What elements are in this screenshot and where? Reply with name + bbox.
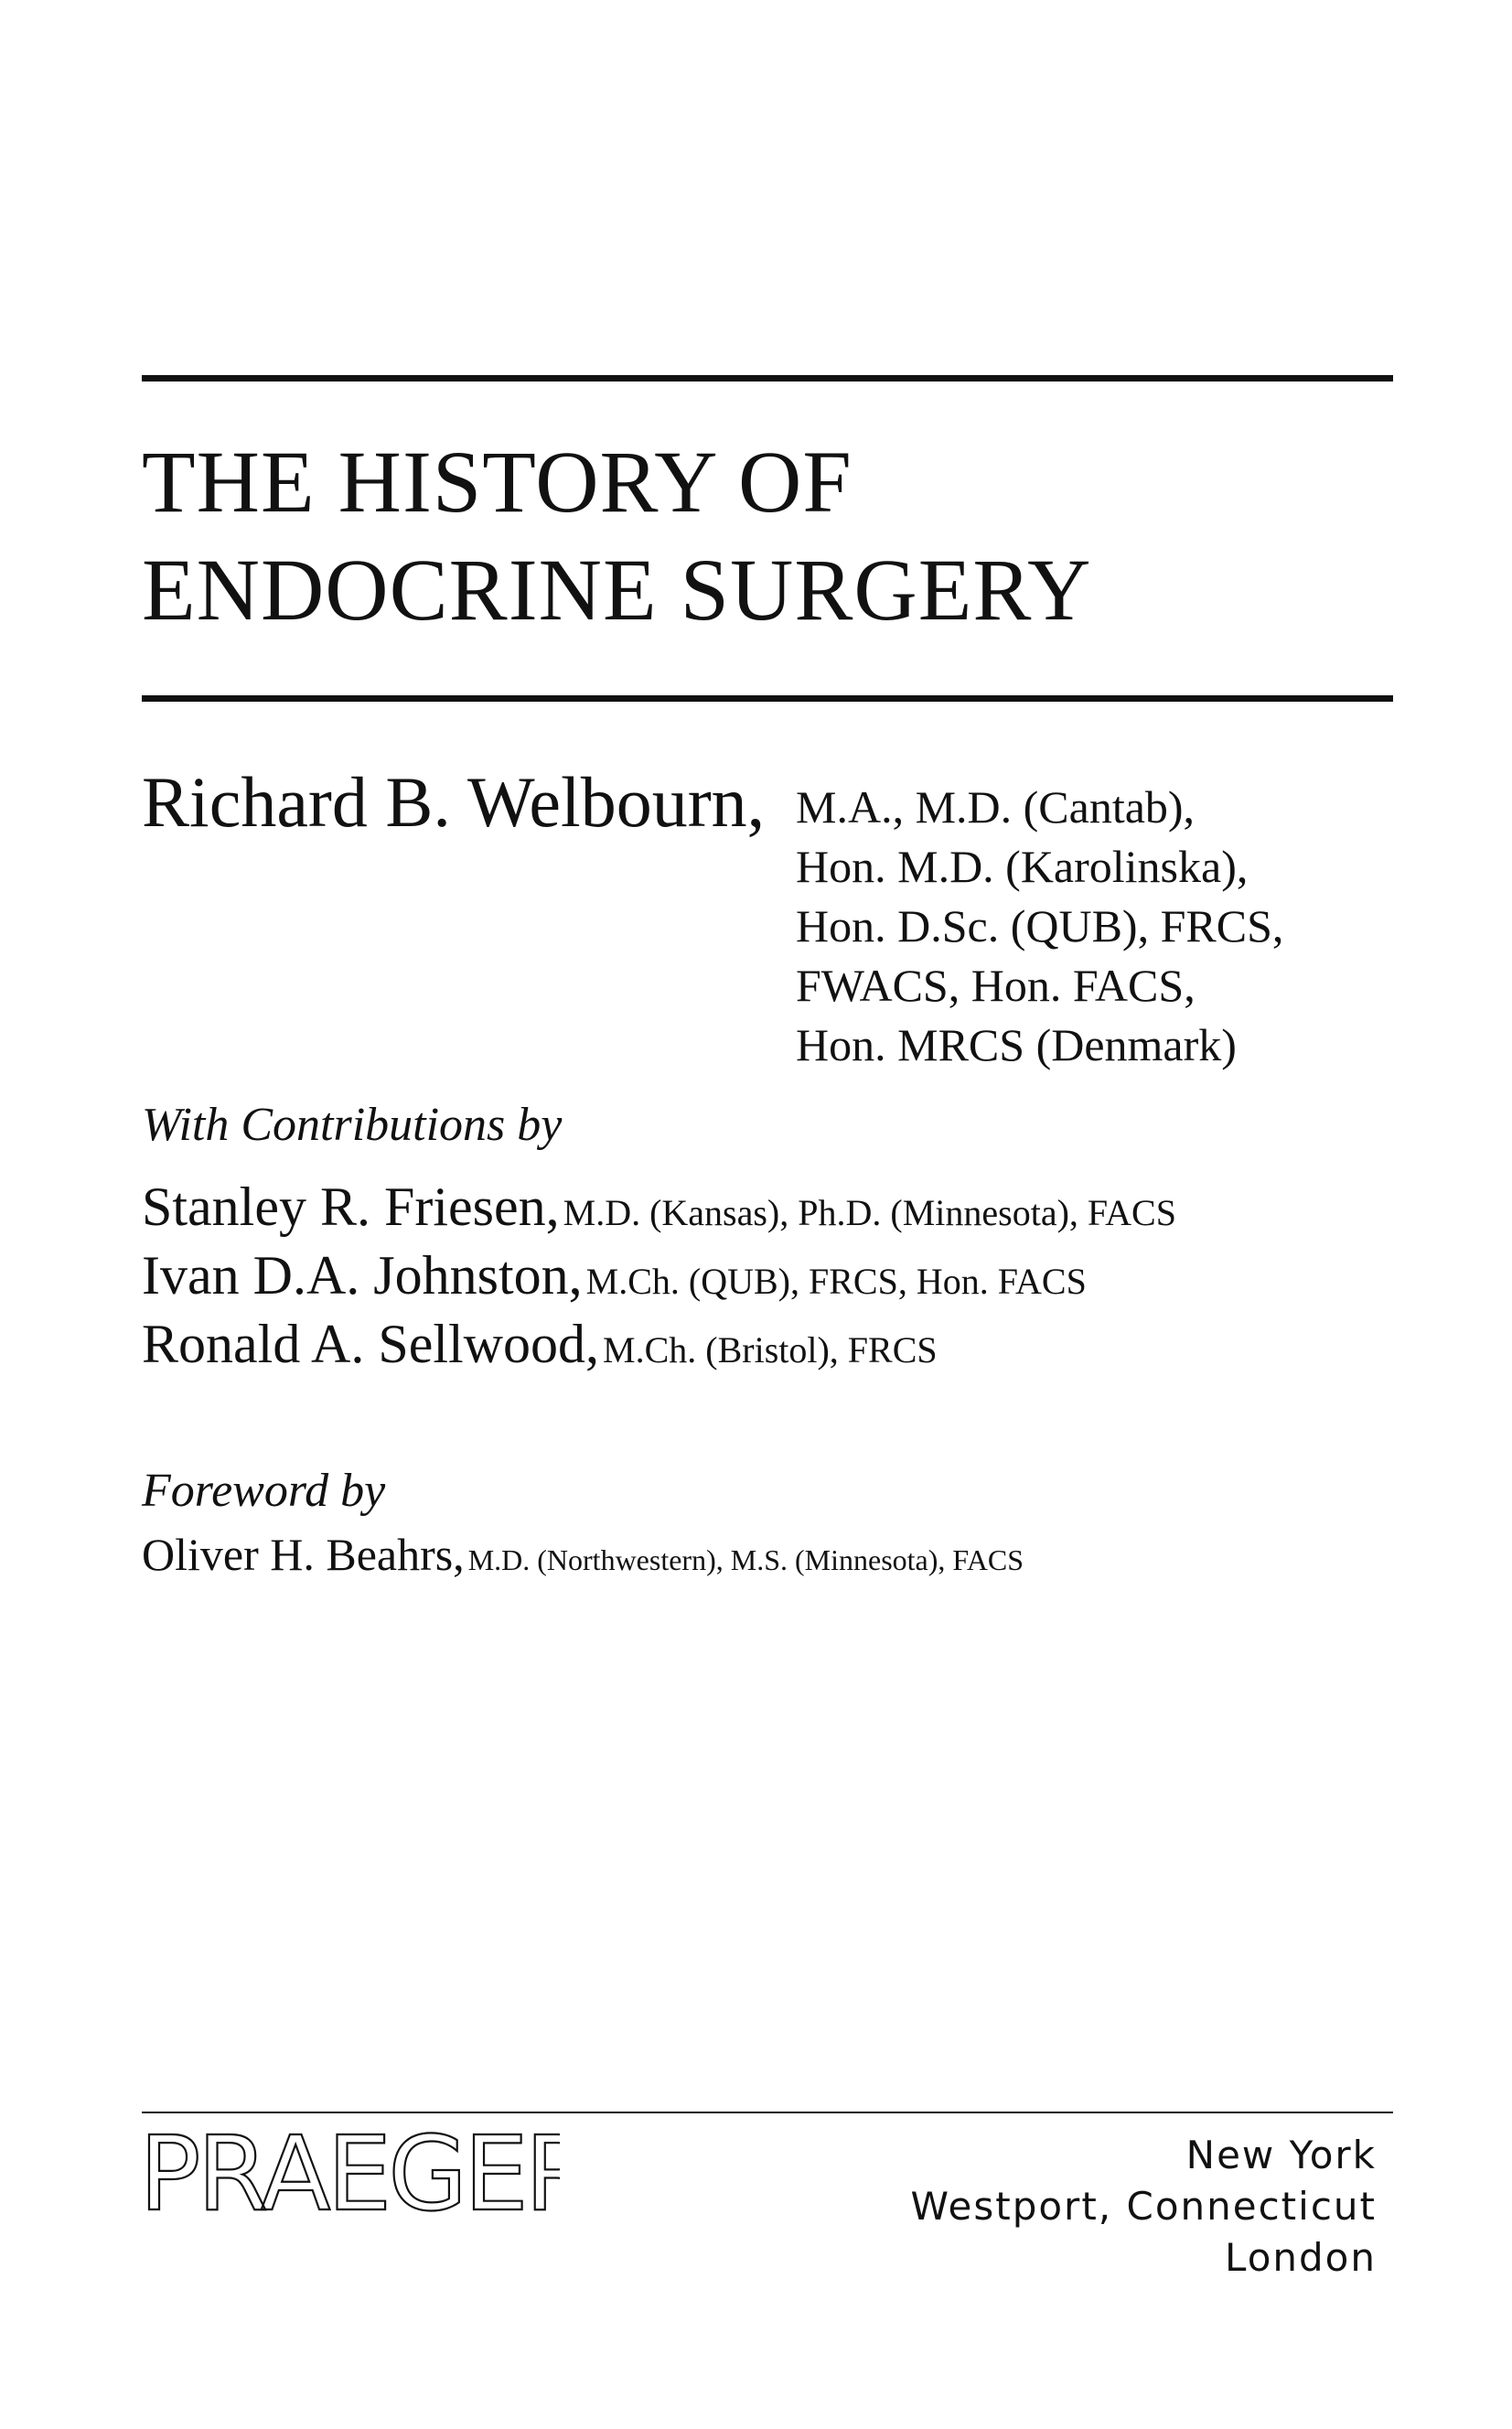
author-credential-line: M.A., M.D. (Cantab), <box>796 781 1196 833</box>
logo-text: PRAEGER <box>139 2118 560 2228</box>
contributor-name: Ronald A. Sellwood, <box>142 1314 600 1374</box>
place-line: London <box>1225 2235 1377 2280</box>
contributor-entry <box>142 1176 1176 1239</box>
contributor-credentials: M.D. (Kansas), Ph.D. (Minnesota), FACS <box>563 1192 1176 1233</box>
contributor-name: Ivan D.A. Johnston, <box>142 1245 583 1306</box>
foreword-author-name: Oliver H. Beahrs, <box>142 1529 465 1580</box>
title-line-1: THE HISTORY OF <box>142 433 853 531</box>
bottom-rule <box>142 2112 1393 2113</box>
author-credential-line: Hon. MRCS (Denmark) <box>796 1019 1237 1070</box>
place-line: Westport, Connecticut <box>910 2184 1377 2229</box>
top-rule <box>142 375 1393 382</box>
title-line-2: ENDOCRINE SURGERY <box>142 541 1092 639</box>
book-title <box>142 428 1091 644</box>
foreword-author <box>142 1528 1024 1581</box>
foreword-heading: Foreword by <box>142 1465 386 1517</box>
contributor-entry <box>142 1313 938 1376</box>
author-credential-line: Hon. D.Sc. (QUB), FRCS, <box>796 900 1284 951</box>
foreword-author-credentials: M.D. (Northwestern), M.S. (Minnesota), FACS <box>467 1543 1024 1576</box>
contributor-name: Stanley R. Friesen, <box>142 1177 560 1237</box>
contributor-credentials: M.Ch. (QUB), FRCS, Hon. FACS <box>585 1261 1087 1302</box>
author-credentials <box>796 778 1283 1075</box>
publisher-places <box>910 2130 1377 2284</box>
contributor-entry <box>142 1244 1087 1307</box>
middle-rule <box>142 695 1393 702</box>
contributor-credentials: M.Ch. (Bristol), FRCS <box>603 1329 938 1370</box>
praeger-logo-icon <box>139 2118 560 2228</box>
author-credential-line: FWACS, Hon. FACS, <box>796 960 1196 1011</box>
publisher-logo <box>139 2118 560 2232</box>
contributions-heading: With Contributions by <box>142 1099 563 1151</box>
place-line: New York <box>1185 2133 1377 2177</box>
author-name: Richard B. Welbourn, <box>142 762 766 842</box>
author-credential-line: Hon. M.D. (Karolinska), <box>796 841 1249 892</box>
